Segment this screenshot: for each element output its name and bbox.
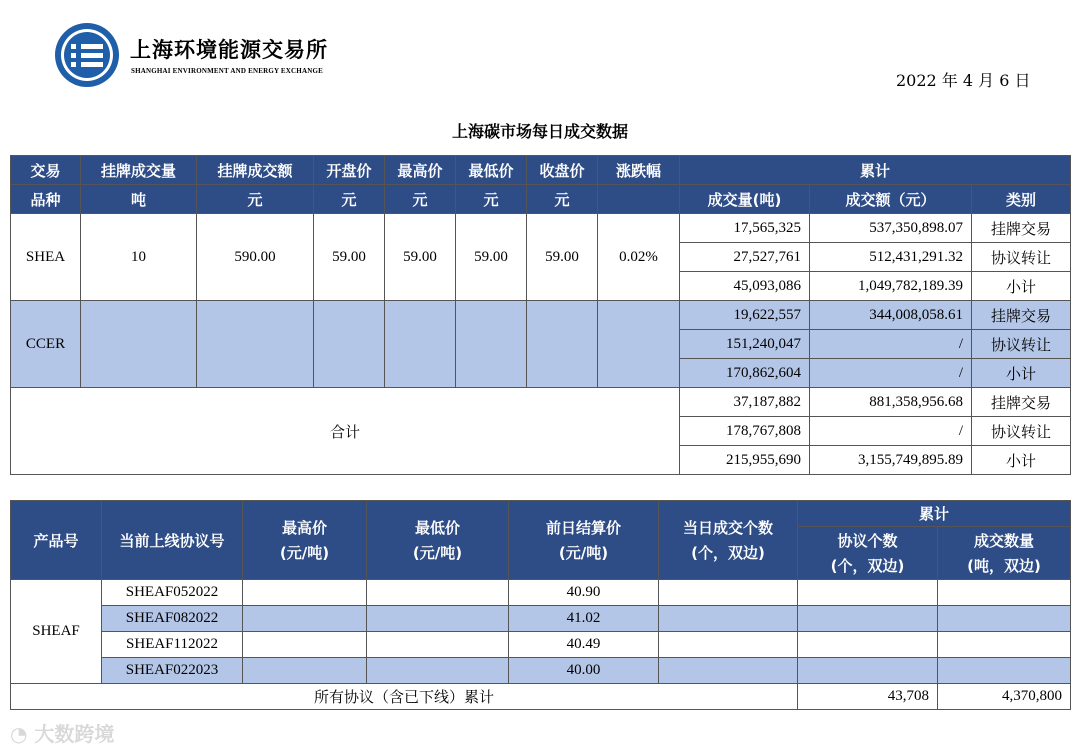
header-contract: 当前上线协议号 [102, 501, 243, 580]
contract-id: SHEAF052022 [102, 580, 243, 606]
daily-deals [659, 632, 798, 658]
ccer-change [598, 301, 680, 388]
exchange-logo-icon [54, 22, 120, 88]
subheader-variety: 品种 [11, 185, 81, 214]
cum-amount: 3,155,749,895.89 [810, 446, 972, 475]
cum-volume: 170,862,604 [680, 359, 810, 388]
settle-price: 40.49 [509, 632, 659, 658]
ccer-open [314, 301, 385, 388]
org-name-en: SHANGHAI ENVIRONMENT AND ENERGY EXCHANGE [131, 67, 323, 75]
shea-low: 59.00 [456, 214, 527, 301]
shea-close: 59.00 [527, 214, 598, 301]
cum-type: 协议转让 [972, 243, 1071, 272]
header-cumulative: 累计 [798, 501, 1071, 527]
header-daily-deals: 当日成交个数 (个，双边) [659, 501, 798, 580]
daily-deals [659, 658, 798, 684]
contract-count [798, 606, 938, 632]
cum-amount: / [810, 330, 972, 359]
cum-volume: 17,565,325 [680, 214, 810, 243]
header-listed-volume: 挂牌成交量 [81, 156, 197, 185]
cum-amount: 881,358,956.68 [810, 388, 972, 417]
contract-count [798, 658, 938, 684]
cum-type: 协议转让 [972, 330, 1071, 359]
header-high: 最高价 [385, 156, 456, 185]
header-open: 开盘价 [314, 156, 385, 185]
header-high-price: 最高价 (元/吨) [243, 501, 367, 580]
daily-deals [659, 606, 798, 632]
high-price [243, 632, 367, 658]
contract-id: SHEAF112022 [102, 632, 243, 658]
cum-amount: 512,431,291.32 [810, 243, 972, 272]
cum-volume: 178,767,808 [680, 417, 810, 446]
total-label: 合计 [11, 388, 680, 475]
header-settle-price: 前日结算价 (元/吨) [509, 501, 659, 580]
table-row [11, 580, 1071, 606]
org-name-cn: 上海环境能源交易所 [130, 37, 328, 62]
shea-change: 0.02% [598, 214, 680, 301]
header-change: 涨跌幅 [598, 156, 680, 185]
table-row [11, 301, 1071, 330]
subheader-amount-unit: 元 [197, 185, 314, 214]
settle-price: 40.90 [509, 580, 659, 606]
contract-id: SHEAF082022 [102, 606, 243, 632]
table-row [11, 606, 1071, 632]
contract-id: SHEAF022023 [102, 658, 243, 684]
watermark-text: 大数跨境 [34, 722, 115, 746]
cum-volume: 19,622,557 [680, 301, 810, 330]
trade-quantity [938, 658, 1071, 684]
shea-amount: 590.00 [197, 214, 314, 301]
high-price [243, 606, 367, 632]
total-trade-quantity: 4,370,800 [938, 684, 1071, 710]
cum-volume: 45,093,086 [680, 272, 810, 301]
low-price [367, 580, 509, 606]
subheader-close-unit: 元 [527, 185, 598, 214]
subheader-open-unit: 元 [314, 185, 385, 214]
shea-open: 59.00 [314, 214, 385, 301]
table-row [11, 214, 1071, 243]
shea-high: 59.00 [385, 214, 456, 301]
ccer-high [385, 301, 456, 388]
report-date: 2022 年 4 月 6 日 [896, 71, 1031, 90]
header-listed-amount: 挂牌成交额 [197, 156, 314, 185]
low-price [367, 606, 509, 632]
cum-amount: 537,350,898.07 [810, 214, 972, 243]
cum-amount: / [810, 359, 972, 388]
cum-type: 挂牌交易 [972, 301, 1071, 330]
header-cumulative: 累计 [680, 156, 1071, 185]
subheader-category: 类别 [972, 185, 1071, 214]
ccer-close [527, 301, 598, 388]
subheader-cum-volume: 成交量(吨) [680, 185, 810, 214]
ccer-low [456, 301, 527, 388]
header-contract-count: 协议个数 (个，双边) [798, 527, 938, 580]
variety-ccer: CCER [11, 301, 81, 388]
header-trade-quantity: 成交数量 (吨，双边) [938, 527, 1071, 580]
settle-price: 40.00 [509, 658, 659, 684]
header-low: 最低价 [456, 156, 527, 185]
subheader-high-unit: 元 [385, 185, 456, 214]
shea-volume: 10 [81, 214, 197, 301]
cum-type: 协议转让 [972, 417, 1071, 446]
daily-trading-table [10, 155, 1071, 475]
forward-contracts-table [10, 500, 1071, 710]
cum-volume: 151,240,047 [680, 330, 810, 359]
low-price [367, 658, 509, 684]
settle-price: 41.02 [509, 606, 659, 632]
subheader-low-unit: 元 [456, 185, 527, 214]
cum-type: 挂牌交易 [972, 388, 1071, 417]
cum-type: 小计 [972, 446, 1071, 475]
variety-shea: SHEA [11, 214, 81, 301]
table-row [11, 684, 1071, 710]
watermark [10, 718, 114, 747]
cum-volume: 37,187,882 [680, 388, 810, 417]
ccer-volume [81, 301, 197, 388]
header-low-price: 最低价 (元/吨) [367, 501, 509, 580]
cum-volume: 27,527,761 [680, 243, 810, 272]
total-label: 所有协议（含已下线）累计 [11, 684, 798, 710]
cum-amount: / [810, 417, 972, 446]
contract-count [798, 580, 938, 606]
header-close: 收盘价 [527, 156, 598, 185]
watermark-logo-icon: ◔ [10, 722, 28, 746]
total-contract-count: 43,708 [798, 684, 938, 710]
table-row [11, 388, 1071, 417]
product-sheaf: SHEAF [11, 580, 102, 684]
ccer-amount [197, 301, 314, 388]
cum-amount: 1,049,782,189.39 [810, 272, 972, 301]
daily-deals [659, 580, 798, 606]
low-price [367, 632, 509, 658]
table-row [11, 658, 1071, 684]
table-row [11, 632, 1071, 658]
cum-volume: 215,955,690 [680, 446, 810, 475]
header-product: 产品号 [11, 501, 102, 580]
trade-quantity [938, 632, 1071, 658]
subheader-volume-unit: 吨 [81, 185, 197, 214]
contract-count [798, 632, 938, 658]
trade-quantity [938, 580, 1071, 606]
high-price [243, 658, 367, 684]
cum-amount: 344,008,058.61 [810, 301, 972, 330]
cum-type: 挂牌交易 [972, 214, 1071, 243]
cum-type: 小计 [972, 272, 1071, 301]
page-title: 上海碳市场每日成交数据 [451, 122, 628, 141]
trade-quantity [938, 606, 1071, 632]
high-price [243, 580, 367, 606]
subheader-change-unit [598, 185, 680, 214]
cum-type: 小计 [972, 359, 1071, 388]
subheader-cum-amount: 成交额（元） [810, 185, 972, 214]
header-variety: 交易 [11, 156, 81, 185]
